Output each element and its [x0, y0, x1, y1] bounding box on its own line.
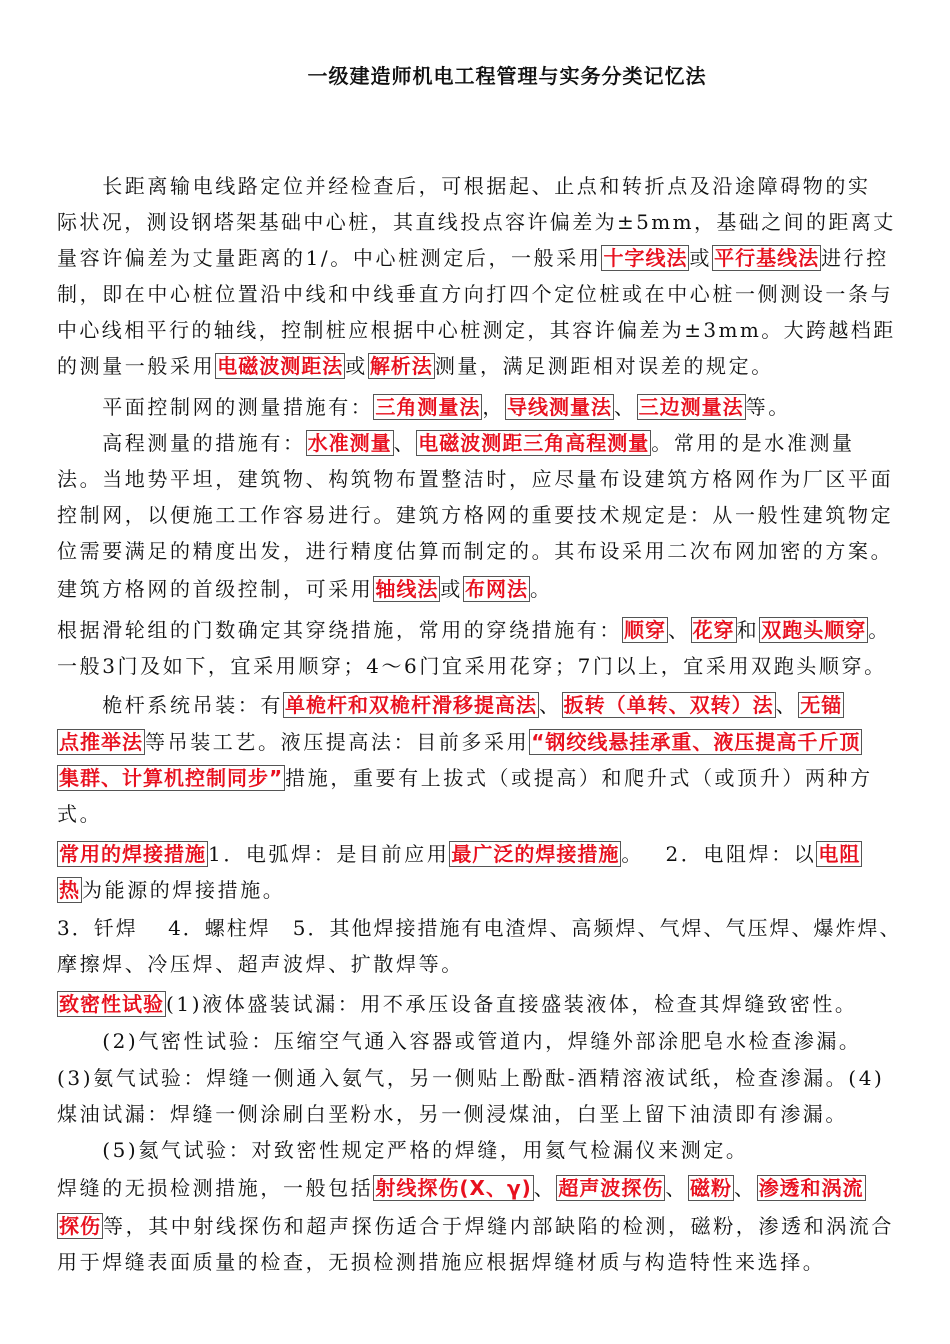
highlighted-term: 无锚: [800, 693, 843, 717]
text-line: [57, 497, 897, 533]
text-run: 制，即在中心桩位置沿中线和中线垂直方向打四个定位桩或在中心桩一侧测设一条与: [57, 282, 894, 306]
text-line: [57, 1096, 897, 1132]
highlighted-term: 花穿: [692, 618, 735, 642]
highlighted-term: 磁粉: [689, 1176, 732, 1200]
text-run: 摩擦焊、冷压焊、超声波焊、扩散焊等。: [57, 952, 464, 976]
text-run: ，: [482, 395, 506, 419]
text-run: 焊缝的无损检测措施，一般包括: [57, 1176, 374, 1200]
highlighted-term: 致密性试验: [59, 992, 164, 1016]
text-line: [57, 168, 897, 204]
text-line: [57, 648, 897, 684]
text-line: [57, 986, 897, 1022]
highlighted-term: 扳转（单转、双转）法: [563, 693, 774, 717]
text-line: [57, 1244, 897, 1280]
text-run: 等吊装工艺。液压提高法：目前多采用: [145, 730, 530, 754]
highlighted-term: 解析法: [369, 354, 433, 378]
text-run: 、: [533, 1176, 557, 1200]
text-run: 用于焊缝表面质量的检查，无损检测措施应根据焊缝材质与构造特性来选择。: [57, 1250, 826, 1274]
text-run: 根据滑轮组的门数确定其穿绕措施，常用的穿绕措施有：: [57, 618, 622, 642]
text-line: [57, 872, 897, 908]
text-line: [57, 240, 897, 276]
highlighted-term: 渗透和涡流: [758, 1176, 864, 1200]
text-run: 。: [868, 618, 891, 642]
text-line: [57, 910, 902, 946]
highlighted-term: 导线测量法: [507, 395, 613, 419]
text-run: 为能源的焊接措施。: [82, 878, 286, 902]
text-line: [57, 1132, 897, 1168]
text-run: 、: [668, 618, 691, 642]
highlighted-term: 十字线法: [603, 246, 688, 270]
highlighted-term: 电磁波测距法: [217, 354, 344, 378]
text-run: (1)液体盛装试漏：用不承压设备直接盛装液体，检查其焊缝致密性。: [166, 992, 858, 1016]
highlighted-term: 单桅杆和双桅杆滑移提高法: [285, 693, 537, 717]
highlighted-term: 平行基线法: [714, 246, 820, 270]
text-run: 控制网，以便施工工作容易进行。建筑方格网的重要技术规定是：从一般性建筑物定: [57, 503, 894, 527]
text-line: [57, 946, 897, 982]
text-run: 、: [539, 693, 562, 717]
text-run: 桅杆系统吊装：有: [57, 693, 283, 717]
text-run: 量容许偏差为丈量距离的1/。中心桩测定后，一般采用: [57, 246, 602, 270]
text-run: 、: [733, 1176, 757, 1200]
highlighted-term: 最广泛的焊接措施: [451, 842, 620, 866]
text-run: 测量，满足测距相对误差的规定。: [434, 354, 774, 378]
highlighted-term: 布网法: [465, 577, 529, 601]
text-run: 。常用的是水准测量: [651, 431, 855, 455]
highlighted-term: 点推举法: [59, 730, 143, 754]
text-run: 高程测量的措施有：: [57, 431, 306, 455]
text-run: 。: [530, 577, 553, 601]
text-run: 平面控制网的测量措施有：: [57, 395, 374, 419]
text-run: 等，其中射线探伤和超声探伤适合于焊缝内部缺陷的检测，磁粉，渗透和涡流合: [103, 1214, 894, 1238]
text-run: 3．钎焊 4．螺柱焊 5．其他焊接措施有电渣焊、高频焊、气焊、气压焊、爆炸焊、: [57, 916, 902, 940]
highlighted-term: 三边测量法: [638, 395, 744, 419]
text-run: 。 2．电阻焊：以: [621, 842, 817, 866]
text-run: 一般3门及如下，宜采用顺穿；4～6门宜采用花穿；7门以上，宜采用双跑头顺穿。: [57, 654, 887, 678]
text-line: [57, 836, 897, 872]
text-run: 法。当地势平坦，建筑物、构筑物布置整洁时，应尽量布设建筑方格网作为厂区平面: [57, 467, 894, 491]
text-line: [57, 687, 897, 723]
text-line: [57, 760, 897, 796]
text-run: 中心线相平行的轴线，控制桩应根据中心桩测定，其容许偏差为±3mm。大跨越档距: [57, 318, 896, 342]
text-line: [57, 1208, 897, 1244]
highlighted-term: 轴线法: [375, 577, 439, 601]
highlighted-term: 集群、计算机控制同步”: [59, 766, 284, 790]
text-line: [57, 571, 897, 607]
highlighted-term: 射线探伤(X、γ): [375, 1176, 532, 1200]
document-title: [0, 60, 950, 89]
text-line: [57, 1023, 897, 1059]
text-run: 位需要满足的精度出发，进行精度估算而制定的。其布设采用二次布网加密的方案。: [57, 539, 894, 563]
text-run: 长距离输电线路定位并经检查后，可根据起、止点和转折点及沿途障碍物的实: [57, 174, 871, 198]
text-line: [57, 425, 897, 461]
text-run: 际状况，测设钢塔架基础中心桩，其直线投点容许偏差为±5mm，基础之间的距离丈: [57, 210, 896, 234]
highlighted-term: 常用的焊接措施: [59, 842, 206, 866]
highlighted-term: 电磁波测距三角高程测量: [418, 431, 650, 455]
text-run: 煤油试漏：焊缝一侧涂刷白垩粉水，另一侧浸煤油，白垩上留下油渍即有渗漏。: [57, 1102, 848, 1126]
text-run: 、: [614, 395, 637, 419]
text-run: 1．电弧焊：是目前应用: [208, 842, 450, 866]
text-line: [57, 312, 897, 348]
text-line: [57, 276, 897, 312]
text-run: 、: [665, 1176, 688, 1200]
text-line: [57, 348, 897, 384]
text-line: [57, 389, 897, 425]
title-text: 一级建造师机电工程管理与实务分类记忆法: [307, 64, 707, 88]
text-line: [57, 612, 897, 648]
text-run: 的测量一般采用: [57, 354, 216, 378]
text-run: 或: [689, 246, 713, 270]
highlighted-term: 双跑头顺穿: [761, 618, 867, 642]
text-run: 进行控: [821, 246, 889, 270]
text-line: [57, 724, 897, 760]
highlighted-term: 顺穿: [624, 618, 666, 642]
text-run: 、: [393, 431, 417, 455]
text-run: 或: [345, 354, 368, 378]
text-run: 建筑方格网的首级控制，可采用: [57, 577, 374, 601]
text-run: (5)氦气试验：对致密性规定严格的焊缝，用氦气检漏仪来测定。: [57, 1138, 749, 1162]
text-line: [57, 796, 897, 832]
highlighted-term: 探伤: [59, 1214, 101, 1238]
highlighted-term: “钢绞线悬挂承重、液压提高千斤顶: [531, 730, 861, 754]
text-run: (3)氨气试验：焊缝一侧通入氨气，另一侧贴上酚酞-酒精溶液试纸，检查渗漏。(4): [57, 1066, 885, 1090]
highlighted-term: 电阻: [818, 842, 861, 866]
text-line: [57, 204, 897, 240]
highlighted-term: 三角测量法: [375, 395, 481, 419]
text-run: 、: [775, 693, 799, 717]
text-run: 和: [736, 618, 760, 642]
highlighted-term: 超声波探伤: [558, 1176, 664, 1200]
text-line: [57, 1170, 897, 1206]
text-line: [57, 533, 897, 569]
text-run: 措施，重要有上拔式（或提高）和爬升式（或顶升）两种方: [285, 766, 873, 790]
highlighted-term: 热: [59, 878, 80, 902]
text-run: (2)气密性试验：压缩空气通入容器或管道内，焊缝外部涂肥皂水检查渗漏。: [57, 1029, 862, 1053]
text-run: 或: [440, 577, 464, 601]
text-run: 等。: [745, 395, 791, 419]
highlighted-term: 水准测量: [307, 431, 392, 455]
text-run: 式。: [57, 802, 103, 826]
text-line: [57, 461, 897, 497]
text-line: [57, 1060, 897, 1096]
